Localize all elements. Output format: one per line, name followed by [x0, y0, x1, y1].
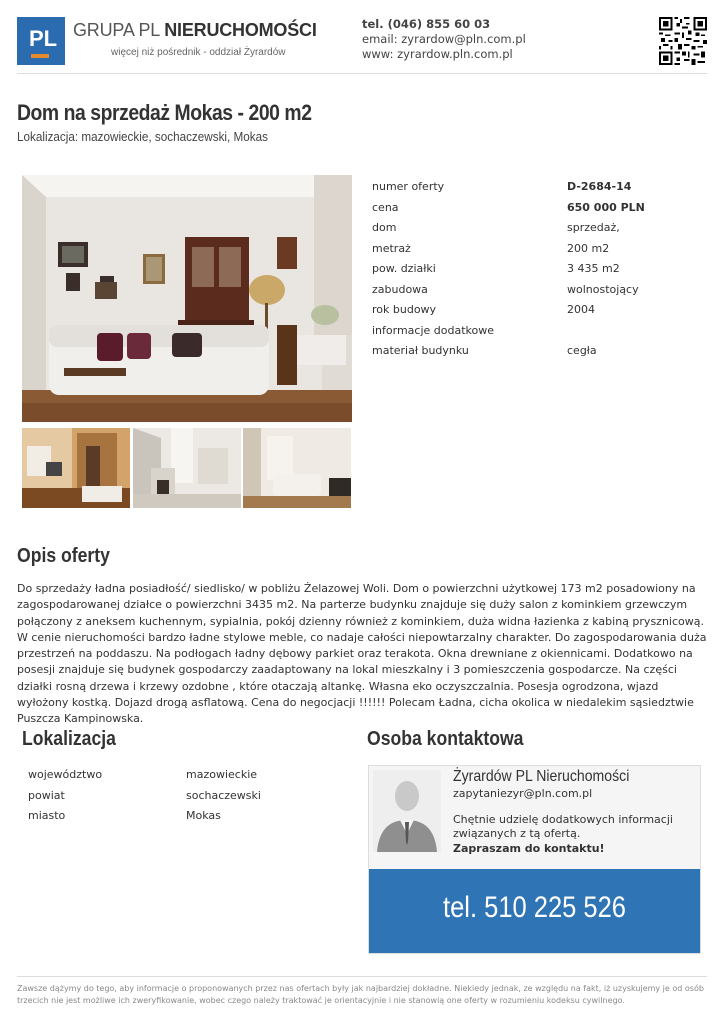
listing-title: Dom na sprzedaż Mokas - 200 m2	[17, 100, 312, 125]
location-row	[28, 786, 348, 807]
detail-value: 200 m2	[567, 241, 610, 255]
phone-banner[interactable]	[369, 869, 700, 953]
detail-row	[372, 218, 712, 239]
detail-label: numer oferty	[372, 180, 445, 193]
footer-divider	[17, 976, 707, 977]
location-heading: Lokalizacja	[22, 728, 116, 750]
detail-value: cegła	[567, 344, 597, 357]
thumbnail-photo-3[interactable]	[243, 428, 351, 508]
detail-row	[372, 259, 712, 280]
logo-accent-bar	[31, 54, 49, 58]
office-phone[interactable]: tel. (046) 855 60 03	[362, 17, 491, 31]
brand-tagline: więcej niż pośrednik - oddział Żyrardów	[111, 47, 286, 58]
detail-label: pow. działki	[372, 262, 436, 275]
company-logo[interactable]	[17, 17, 65, 65]
detail-row	[372, 341, 712, 362]
contact-invitation: Zapraszam do kontaktu!	[453, 841, 605, 855]
location-label: powiat	[28, 788, 65, 802]
detail-row	[372, 300, 712, 321]
detail-value: wolnostojący	[567, 282, 639, 296]
detail-row	[372, 239, 712, 260]
agency-name: Żyrardów PL Nieruchomości	[453, 768, 630, 785]
detail-value: sprzedaż,	[567, 221, 620, 234]
contact-heading: Osoba kontaktowa	[367, 728, 524, 750]
office-contact	[362, 17, 526, 62]
detail-value: 2004	[567, 303, 595, 316]
contact-card	[368, 765, 701, 954]
location-value: mazowieckie	[186, 768, 258, 781]
header	[0, 0, 725, 76]
legal-disclaimer: Zawsze dążymy do tego, aby informacje o proponowanych przez nas ofertach były jak najbardziej dokładne. Niekiedy jednak, ze względu na fakt, iż uzyskujemy je od osób trzecich nie jest możliwe ich zweryfikowanie, wobec czego należy traktować je orientacyjnie i nie stanowią one oferty w rozumieniu kodeksu cywilnego.	[17, 984, 704, 1005]
thumbnail-photo-1[interactable]	[22, 428, 130, 508]
description-text: Do sprzedaży ładna posiadłość/ siedlisko/ w pobliżu Żelazowej Woli. Dom o powierzchni użytkowej 173 m2 posadowiony na zagospodarowanej działce o powierzchni 3435 m2. Na parterze budynku znajduje się duży salon z kominkiem grzewczym połączony z aneksem kuchennym, sypialnia, pokój dzienny również z kominkiem, duża widna łazienka z kabiną prysznicową. W cenie nieruchomości bardzo ładne stylowe meble, co nadaje całości niepowtarzalny charakter. Do zagospodarowania duża przestrzeń na poddaszu. Na podłogach ładny dębowy parkiet oraz terakota. Okna drewniane z okiennicami. Dodatkowo na posesji znajduje się budynek gospodarczy zaadaptowany na lokal mieszkalny i 3 pomieszczenia gospodarcze. Na części działki rosną drzewa i krzewy ozdobne , które otaczają altankę. Własna eko oczyszczalnia. Posesja ogrodzona, wjazd wyłożony kostką. Dojazd drogą asflatową. Cena do negocjacji !!!!!! Polecam Ładna, cicha okolica w niedalekim sąsiedztwie Puszcza Kampinowska.	[17, 582, 707, 726]
location-label: województwo	[28, 768, 103, 781]
header-divider	[17, 73, 707, 74]
detail-label: rok budowy	[372, 303, 437, 316]
detail-row	[372, 198, 712, 219]
qr-code-icon[interactable]	[659, 17, 707, 65]
location-table	[28, 765, 348, 827]
detail-row	[372, 321, 712, 342]
agent-email[interactable]: zapytaniezyr@pln.com.pl	[453, 787, 593, 800]
location-value: sochaczewski	[186, 788, 261, 802]
thumbnail-photo-2[interactable]	[133, 428, 241, 508]
main-property-photo[interactable]	[22, 175, 352, 422]
detail-value: 650 000 PLN	[567, 200, 645, 214]
detail-value: D-2684-14	[567, 180, 632, 193]
location-value: Mokas	[186, 809, 221, 822]
offer-details-table	[372, 177, 712, 362]
brand-name: GRUPA PL NIERUCHOMOŚCI	[73, 20, 317, 40]
detail-label: cena	[372, 200, 399, 214]
detail-label: zabudowa	[372, 282, 428, 296]
detail-row	[372, 280, 712, 301]
detail-label: dom	[372, 221, 397, 234]
listing-location: Lokalizacja: mazowieckie, sochaczewski, Mokas	[17, 129, 269, 144]
location-row	[28, 765, 348, 786]
agent-avatar	[373, 770, 441, 852]
detail-label: materiał budynku	[372, 344, 469, 357]
contact-note	[453, 813, 693, 856]
agent-phone[interactable]: tel. 510 225 526	[443, 891, 626, 924]
detail-label: metraż	[372, 241, 411, 255]
logo-pl-mark: PL	[29, 26, 58, 51]
contact-note-text: Chętnie udzielę dodatkowych informacji związanych z tą ofertą.	[453, 813, 673, 841]
detail-label: informacje dodatkowe	[372, 323, 495, 337]
description-heading: Opis oferty	[17, 545, 110, 567]
location-row	[28, 806, 348, 827]
office-website[interactable]: www: zyrardow.pln.com.pl	[362, 47, 513, 61]
detail-value: 3 435 m2	[567, 262, 620, 275]
detail-row	[372, 177, 712, 198]
office-email[interactable]: email: zyrardow@pln.com.pl	[362, 32, 526, 46]
location-label: miasto	[28, 809, 66, 822]
